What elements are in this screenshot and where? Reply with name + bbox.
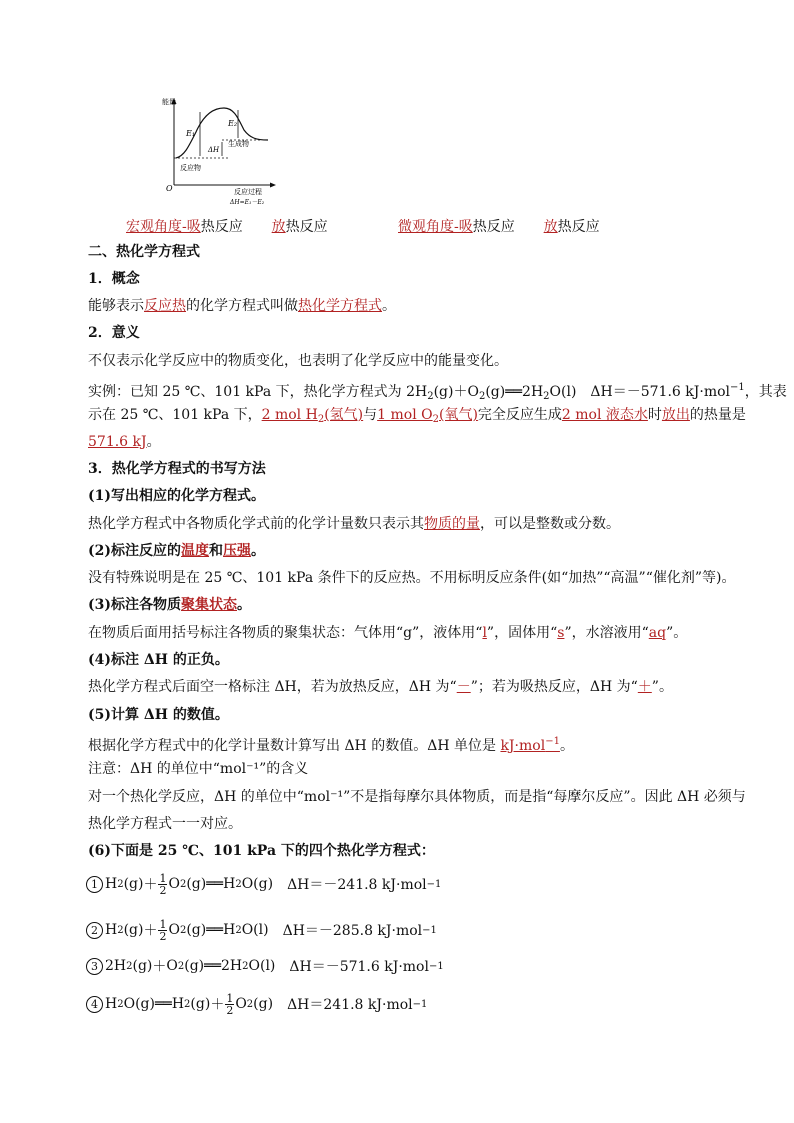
meaning-line3 [88, 433, 161, 451]
s3-b: 。 [237, 597, 251, 613]
ex-b: (g)＋O [433, 384, 479, 400]
s3-t3: ”，水溶液用“ [564, 625, 649, 641]
eq4-number: 4 [86, 996, 103, 1013]
concept-text [88, 297, 396, 315]
equation-4: 4 H 2 O(g) ══ H 2 (g) ＋ $\frac{1}{2}$ O 2 (g) ΔH＝241.8 kJ·mol −1 [86, 986, 427, 1022]
concept-heading: 1．概念 [88, 271, 140, 287]
s3-k2: s [557, 625, 565, 641]
y-axis-label: 能量 [162, 98, 176, 106]
eq1-fraction: $\frac{1}{2}$ [159, 871, 167, 897]
micro-exo: 热反应 [557, 219, 600, 235]
meaning-line2 [88, 406, 746, 429]
l2-d: 时 [647, 407, 662, 423]
step1-title: (1)写出相应的化学方程式。 [88, 488, 265, 504]
product-label: 生成物 [228, 140, 249, 148]
s1-a: 热化学方程式中各物质化学式前的化学计量数只表示其 [88, 516, 424, 532]
s5-a: 根据化学方程式中的化学计量数计算写出 ΔH 的数值。ΔH 单位是 [88, 738, 501, 754]
ex-d: O(l) ΔH＝－571.6 kJ·mol [549, 384, 731, 400]
macro-endo: 热反应 [200, 219, 243, 235]
step4-text [88, 678, 673, 696]
equation-1: 1 H 2 (g) ＋ $\frac{1}{2}$ O 2 (g) ══ H 2 O(g) ΔH＝－241.8 kJ·mol −1 [86, 866, 441, 902]
macro-exo-prefix: 放 [271, 219, 286, 235]
l3-e: 。 [146, 434, 161, 450]
l2-a: 示在 25 ℃、101 kPa 下， [88, 407, 262, 423]
ex-a: 实例：已知 25 ℃、101 kPa 下，热化学方程式为 2H [88, 384, 428, 400]
note-title: 注意：ΔH 的单位中“mol⁻¹”的含义 [88, 761, 309, 777]
step4-title: (4)标注 ΔH 的正负。 [88, 652, 229, 668]
section-title: 二、热化学方程式 [88, 244, 200, 260]
micro-exo-prefix: 放 [543, 219, 558, 235]
eq2-dh: ΔH＝－285.8 kJ·mol [282, 923, 423, 939]
s3-k1: l [482, 625, 487, 641]
l2-k3: 2 mol 液态水 [561, 407, 648, 423]
step5-text [88, 733, 574, 755]
s2-k1: 温度 [181, 543, 209, 559]
eq2-fraction: $\frac{1}{2}$ [159, 917, 167, 943]
meaning-example [88, 379, 787, 406]
step5-title: (5)计算 ΔH 的数值。 [88, 707, 229, 723]
step3-text [88, 624, 687, 642]
dh-formula: ΔH=E₁－E₂ [230, 199, 265, 206]
writing-heading: 3．热化学方程式的书写方法 [88, 461, 266, 477]
l2-k1: 2 mol $H_2$(氢气) [261, 407, 364, 425]
l2-c: 完全反应生成 [477, 407, 562, 423]
meaning-line1: 不仅表示化学反应中的物质变化，也表明了化学反应中的能量变化。 [88, 353, 508, 369]
s1-b: ，可以是整数或分数。 [480, 516, 620, 532]
meaning-heading: 2．意义 [88, 325, 140, 341]
macro-prefix: 宏观角度-吸 [126, 219, 201, 235]
s3-a: (3)标注各物质 [88, 597, 181, 613]
eq2-number: 2 [86, 922, 103, 939]
x-axis-label: 反应过程 [234, 188, 262, 196]
concept-t3: 。 [382, 298, 396, 314]
concept-k1: 反应热 [144, 298, 186, 314]
s4-c: ”。 [651, 679, 673, 695]
concept-t1: 能够表示 [88, 298, 144, 314]
s5-b: 。 [559, 738, 574, 754]
step3-title [88, 596, 251, 614]
micro-endo: 热反应 [472, 219, 515, 235]
s5-unit: kJ·mol$^{-1}$ [500, 736, 560, 754]
s3-t4: ”。 [666, 625, 688, 641]
s4-k1: － [456, 679, 471, 695]
s3-k: 聚集状态 [181, 597, 237, 613]
s1-k: 物质的量 [424, 516, 480, 532]
eq1-dh: ΔH＝－241.8 kJ·mol [287, 877, 427, 893]
l2-k2: 1 mol $O_2$(氧气) [377, 407, 478, 425]
origin-label: O [166, 184, 173, 193]
caption-macro [126, 216, 328, 236]
step2-title [88, 542, 265, 560]
caption-micro [398, 216, 600, 236]
ex-sup: −1 [730, 382, 745, 393]
l2-b: 与 [363, 407, 378, 423]
energy-diagram [160, 90, 280, 210]
s3-t1: 在物质后面用括号标注各物质的聚集状态：气体用“g”，液体用“ [88, 625, 483, 641]
step6-title: (6)下面是 25 ℃、101 kPa 下的四个热化学方程式： [88, 843, 435, 859]
s4-b: ”；若为吸热反应，ΔH 为“ [470, 679, 638, 695]
step1-text [88, 515, 620, 533]
macro-exo: 热反应 [285, 219, 328, 235]
equation-2: 2 H 2 (g) ＋ $\frac{1}{2}$ O 2 (g) ══ H 2 O(l) ΔH＝－285.8 kJ·mol −1 [86, 912, 437, 948]
dh-label: ΔH [208, 146, 220, 154]
eq4-fraction: $\frac{1}{2}$ [226, 991, 234, 1017]
ex-e: ，其表 [744, 384, 787, 400]
ex-sub-3: 2 [543, 391, 550, 402]
x-axis-arrow [270, 183, 276, 188]
s3-k3: aq [648, 625, 667, 641]
note-line2: 热化学方程式一一对应。 [88, 816, 242, 832]
l2-k4: 放出 [661, 407, 690, 423]
eq1-number: 1 [86, 876, 103, 893]
eq3-number: 3 [86, 958, 103, 975]
s2-k2: 压强 [223, 543, 251, 559]
eq4-dh: ΔH＝241.8 kJ·mol [287, 997, 413, 1013]
ex-sub-1: 2 [427, 391, 434, 402]
s4-k2: ＋ [637, 679, 652, 695]
equation-3: 3 2H 2 (g) ＋ O 2 (g) ══ 2H 2 O(l) ΔH＝－571.6 kJ·mol −1 [86, 948, 444, 984]
concept-t2: 的化学方程式叫做 [186, 298, 298, 314]
s3-t2: ”，固体用“ [486, 625, 558, 641]
micro-prefix: 微观角度-吸 [398, 219, 473, 235]
l3-k: 571.6 kJ [88, 434, 147, 450]
s2-b: 和 [209, 543, 223, 559]
s2-c: 。 [251, 543, 265, 559]
e1-label: E₁ [186, 129, 196, 138]
ex-sub-2: 2 [478, 391, 486, 402]
eq3-dh: ΔH＝－571.6 kJ·mol [289, 959, 429, 975]
reactant-label: 反应物 [180, 164, 201, 172]
l2-e: 的热量是 [689, 407, 746, 423]
s4-a: 热化学方程式后面空一格标注 ΔH，若为放热反应，ΔH 为“ [88, 679, 457, 695]
ex-c: (g)══2H [485, 384, 544, 400]
concept-k2: 热化学方程式 [298, 298, 382, 314]
s2-a: (2)标注反应的 [88, 543, 181, 559]
note-line1: 对一个热化学反应，ΔH 的单位中“mol⁻¹”不是指每摩尔具体物质，而是指“每摩尔反应”。因此 ΔH 必须与 [88, 789, 746, 805]
step2-text: 没有特殊说明是在 25 ℃、101 kPa 条件下的反应热。不用标明反应条件(如“加热”“高温”“催化剂”等)。 [88, 570, 736, 586]
e2-label: E₂ [228, 119, 238, 128]
